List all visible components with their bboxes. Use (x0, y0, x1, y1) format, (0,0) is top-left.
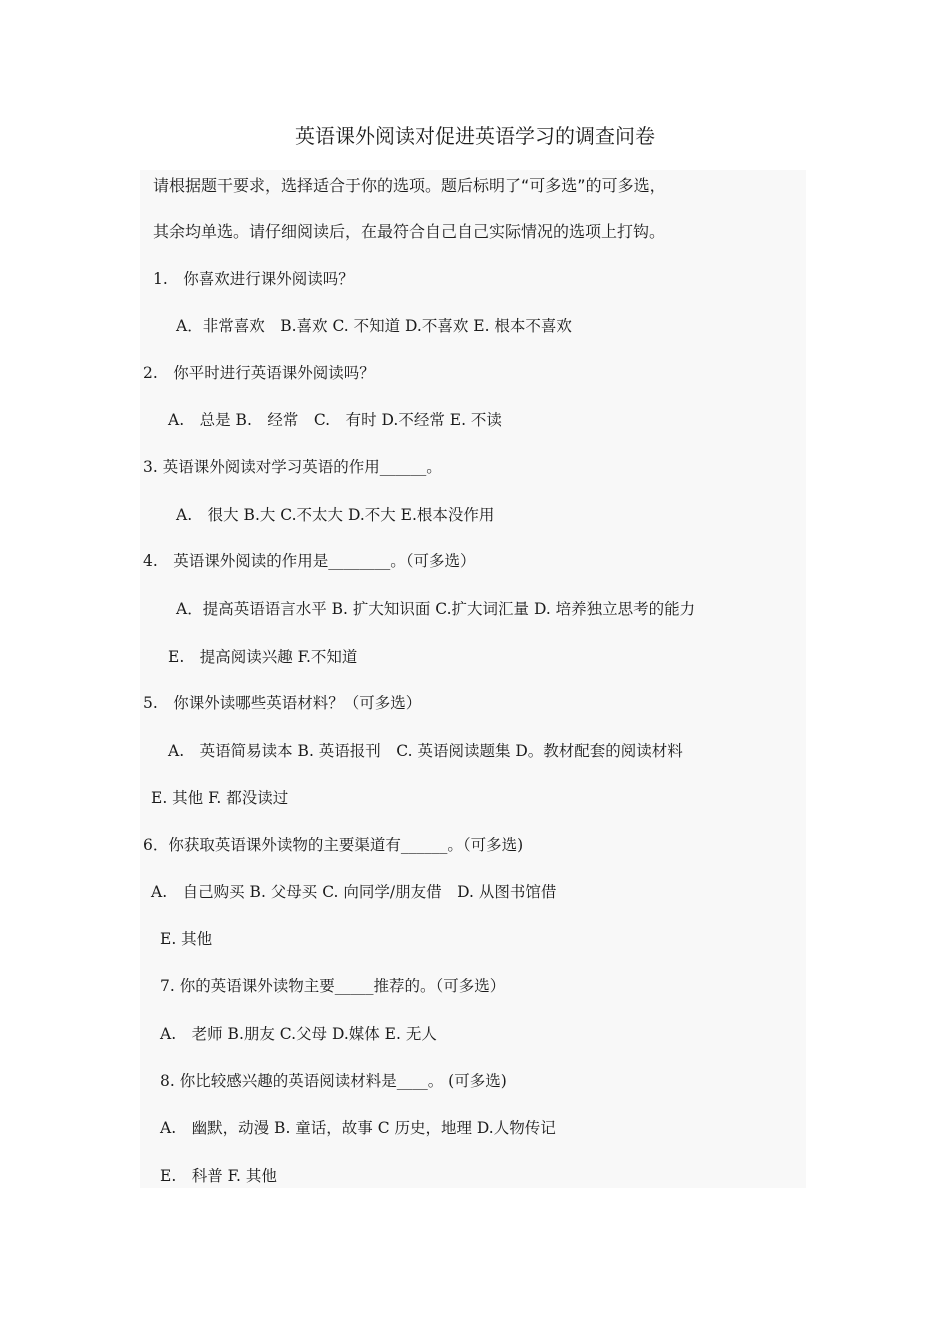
question-4-options: E. 提高阅读兴趣 F.不知道 (168, 648, 358, 666)
question-8-options: A. 幽默，动漫 B. 童话，故事 C 历史，地理 D.人物传记 (160, 1119, 556, 1137)
question-7-options: A. 老师 B.朋友 C.父母 D.媒体 E. 无人 (160, 1025, 437, 1043)
question-5: 5. 你课外读哪些英语材料？（可多选） (143, 694, 422, 712)
question-4-options: A．提高英语语言水平 B. 扩大知识面 C.扩大词汇量 D. 培养独立思考的能力 (176, 600, 696, 618)
question-1-options: A．非常喜欢 B.喜欢 C. 不知道 D.不喜欢 E. 根本不喜欢 (176, 317, 572, 335)
question-3-options: A. 很大 B.大 C.不太大 D.不大 E.根本没作用 (176, 506, 495, 524)
question-4: 4. 英语课外阅读的作用是________。（可多选） (143, 552, 476, 570)
instruction-line: 请根据题干要求，选择适合于你的选项。题后标明了“可多选”的可多选， (153, 176, 666, 195)
question-6-options: E. 其他 (160, 930, 213, 948)
question-2: 2. 你平时进行英语课外阅读吗？ (143, 364, 375, 382)
question-8-options: E. 科普 F. 其他 (160, 1167, 277, 1185)
question-8: 8. 你比较感兴趣的英语阅读材料是____。 (可多选) (160, 1072, 507, 1090)
document-title: 英语课外阅读对促进英语学习的调查问卷 (295, 124, 655, 148)
instruction-line: 其余均单选。请仔细阅读后，在最符合自己自己实际情况的选项上打钩。 (153, 222, 666, 241)
question-5-options: A. 英语简易读本 B. 英语报刊 C. 英语阅读题集 D。教材配套的阅读材料 (168, 742, 683, 760)
question-6-options: A. 自己购买 B. 父母买 C. 向同学/朋友借 D. 从图书馆借 (151, 883, 557, 901)
question-1: 1. 你喜欢进行课外阅读吗？ (153, 270, 354, 288)
question-2-options: A. 总是 B. 经常 C. 有时 D.不经常 E. 不读 (168, 411, 502, 429)
question-3: 3. 英语课外阅读对学习英语的作用______。 (143, 458, 442, 476)
question-6: 6．你获取英语课外读物的主要渠道有______。（可多选) (143, 836, 524, 854)
question-5-options: E. 其他 F. 都没读过 (151, 789, 289, 807)
question-7: 7. 你的英语课外读物主要_____推荐的。（可多选） (160, 977, 506, 995)
